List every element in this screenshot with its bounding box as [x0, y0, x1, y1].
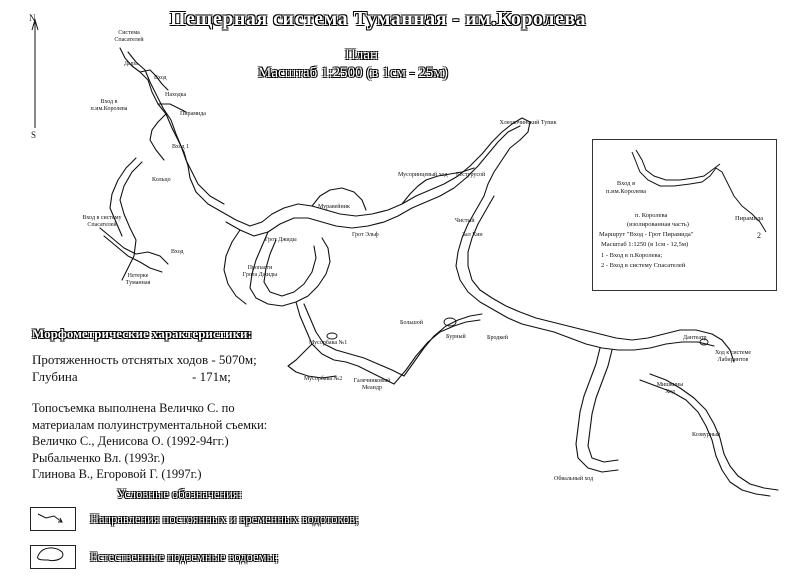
map-label: Козвурный [692, 432, 721, 438]
compass-icon [32, 20, 38, 128]
plan-label: План [345, 47, 379, 63]
passage-se-2 [588, 350, 618, 462]
passage-ne-tupik [484, 118, 530, 196]
map-label: Грот Джиды [265, 237, 297, 243]
passage-nw-branch-c [150, 114, 166, 160]
credit-line: Топосъемка выполнена Величко С. по [32, 401, 235, 415]
inset-title: п. Королева [635, 212, 668, 219]
map-label: Бурный [446, 334, 466, 340]
map-label: Галечниковый Меандр [353, 378, 391, 391]
passage-nw-upper [120, 48, 222, 212]
passage-right-2 [468, 196, 584, 330]
map-label: Зал Кин [462, 232, 483, 238]
inset-note-1: 1 - Вход в п.Королева; [601, 252, 663, 259]
legend-pond-box [30, 545, 76, 569]
map-label: Вход в п.им.Королева [90, 99, 128, 112]
legend-heading: Условные обозначения: [117, 487, 243, 501]
map-label: Система Спасателей [114, 30, 144, 43]
map-label: Пропасти Грота Джиды [242, 265, 278, 278]
credit-line: Рыбальченко Вл. (1993г.) [32, 450, 165, 465]
depth-value: - 171м; [192, 369, 231, 384]
map-label: Дантеатр [683, 335, 707, 341]
credit-line: материалам полуинструментальной съемки: [32, 417, 268, 432]
map-label: Вход 1 [172, 144, 190, 150]
inset-entrance-label: Вход в п.им.Королева [606, 180, 646, 195]
map-label: Мишкины Ход [656, 382, 684, 395]
map-label: Мусорбака №2 [304, 376, 343, 382]
morphometry-heading: Морфометрические характеристики: [32, 326, 252, 341]
inset-scale: Масштаб 1:1250 (в 1см - 12,5м) [601, 241, 689, 248]
map-label: Нетерке Туманная [125, 273, 151, 286]
map-label: Вход [154, 75, 167, 81]
inset-route: Маршрут "Вход - Грот Пирамида" [599, 231, 694, 238]
credit-line: Величко С., Денисова О. (1992-94гг.) [32, 434, 229, 448]
map-label: Кольцо [152, 177, 171, 183]
passage-mid-link-2 [394, 320, 480, 384]
credit-line: Глинова В., Егоровой Г. (1997г.) [32, 467, 202, 481]
inset-note-2: 2 - Вход в систему Спасателей [601, 262, 686, 269]
length-stat: Протяженность отснятых ходов - 5070м; [32, 352, 257, 367]
legend-flow-text: Направления постоянных и временных водотоков; [90, 512, 359, 526]
map-label: Мусоринцевый ход [398, 172, 448, 178]
map-label: Вход в систему Спасателей [82, 215, 122, 228]
map-label: Обвальный ход [554, 476, 594, 482]
pond-icon [327, 333, 337, 339]
map-label: Муравейник [318, 204, 350, 210]
map-label: Мусорбака №1 [309, 340, 348, 346]
map-label: Бродкей [487, 335, 508, 341]
scale-label: Масштаб 1:2500 (в 1см - 25м) [258, 65, 448, 81]
map-label: Находка [165, 92, 187, 98]
compass-south-label: S [31, 130, 37, 140]
passage-main-2 [226, 126, 520, 236]
inset-subtitle: (изолированная часть) [627, 221, 689, 228]
map-label: Вход [171, 249, 184, 255]
map-label: Хлеохочинский Тупик [499, 120, 557, 126]
legend-flow-box [30, 507, 76, 531]
map-label: Чистый [455, 218, 475, 224]
inset-panel [592, 139, 777, 291]
compass-north-label: N [29, 13, 36, 23]
inset-pyramid-label: Пирамида [735, 215, 764, 222]
map-label: Грот Эльф [352, 232, 379, 238]
passage-se-1 [576, 348, 618, 472]
legend-pond-text: Естественные подземные водоемы; [90, 550, 279, 564]
map-label: Дыра [124, 61, 138, 67]
map-label: Ход к системе Лабиринтов [714, 350, 752, 363]
inset-marker-2: 2 [757, 231, 761, 240]
map-label: Бестурусой [456, 172, 486, 178]
map-title: Пещерная система Туманная - им.Королева [170, 8, 587, 30]
depth-label: Глубина [32, 369, 78, 384]
credits-block [32, 400, 267, 483]
passage-south-left [288, 344, 336, 378]
map-label: Пирамида [180, 111, 206, 117]
map-label: Большой [400, 320, 423, 326]
